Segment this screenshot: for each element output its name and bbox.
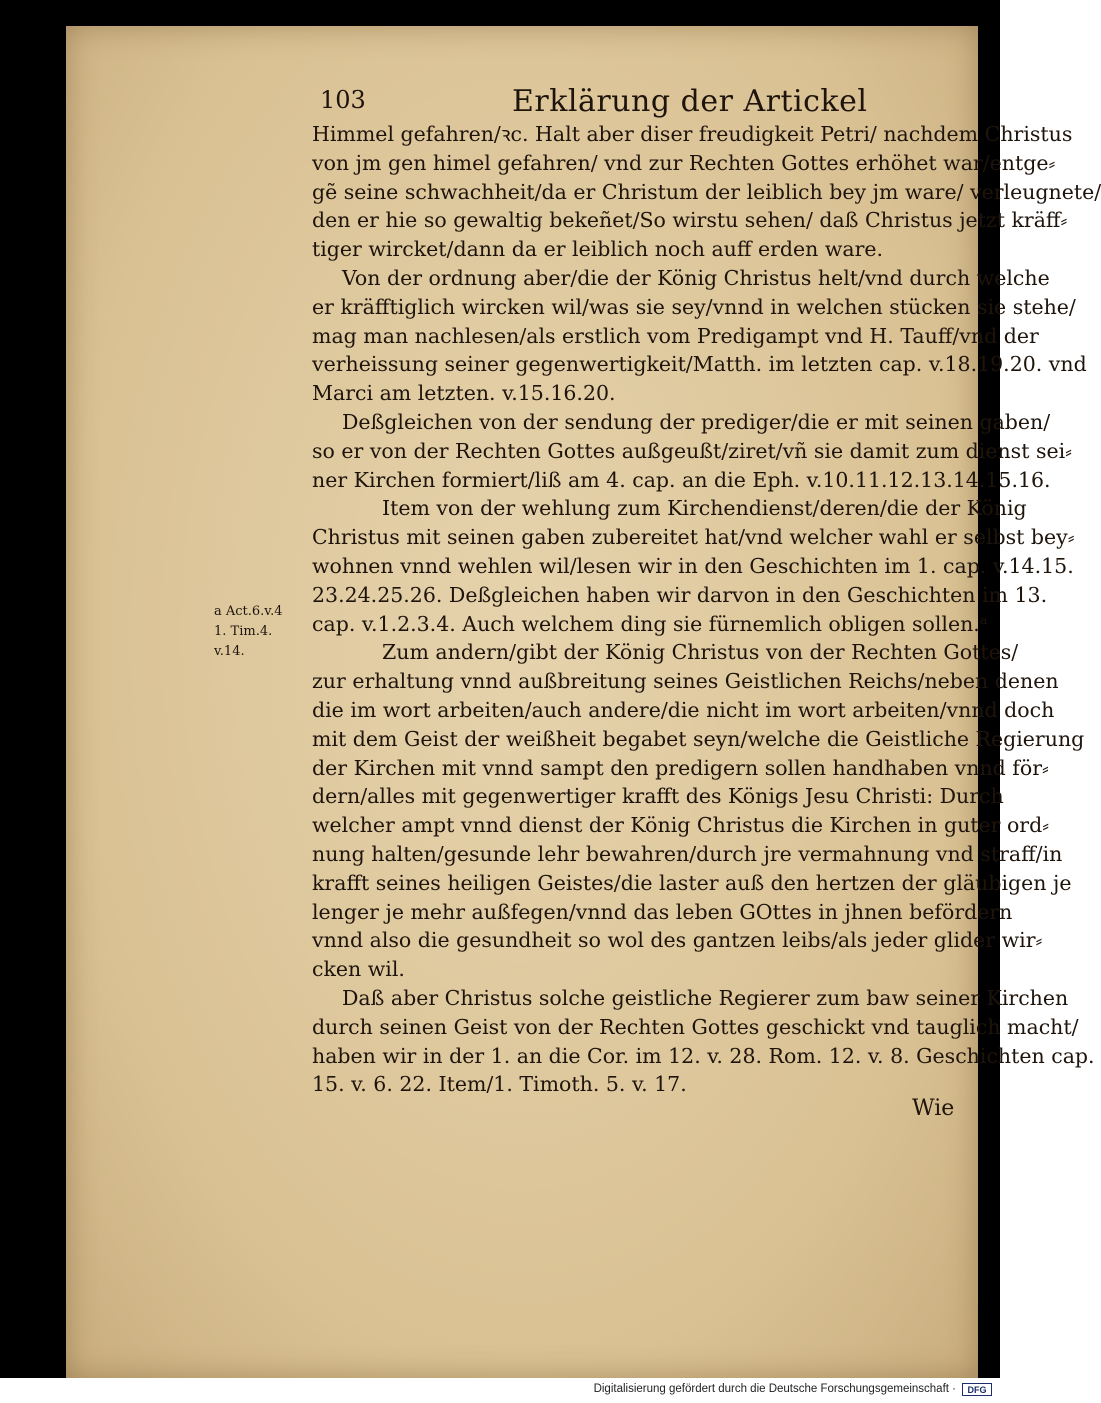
- text-line: Marci am letzten. v.15.16.20.: [312, 381, 616, 406]
- text-line: ner Kirchen formiert/liß am 4. cap. an die Eph. v.10.11.12.13.14.15.16.: [312, 467, 1051, 492]
- running-title: Erklärung der Artickel: [512, 84, 868, 119]
- dfg-logo: DFG: [962, 1383, 992, 1396]
- text-line: vnnd also die gesundheit so wol des gantzen leibs/als jeder glider wir⸗: [312, 928, 1043, 953]
- text-line: Zum andern/gibt der König Christus von der Rechten Gottes/: [382, 640, 1019, 665]
- text-line: gẽ seine schwachheit/da er Christum der leiblich bey jm ware/ verleugnete/: [312, 179, 1101, 204]
- text-line: er kräfftiglich wircken wil/was sie sey/vnnd in welchen stücken sie stehe/: [312, 294, 1076, 319]
- text-line: zur erhaltung vnnd außbreitung seines Geistlichen Reichs/neben denen: [312, 669, 1059, 694]
- body-text: [312, 120, 1101, 1099]
- text-line: von jm gen himel gefahren/ vnd zur Rechten Gottes erhöhet war/entge⸗: [312, 150, 1056, 175]
- text-line: die im wort arbeiten/auch andere/die nicht im wort arbeiten/vnnd doch: [312, 697, 1055, 722]
- text-line: Item von der wehlung zum Kirchendienst/deren/die der König: [382, 496, 1027, 521]
- text-line: cap. v.1.2.3.4. Auch welchem ding sie fürnemlich obligen sollen.ᵃ: [312, 611, 988, 636]
- text-line: den er hie so gewaltig bekeñet/So wirstu sehen/ daß Christus jetzt kräff⸗: [312, 208, 1068, 233]
- catchword: Wie: [912, 1096, 955, 1121]
- margin-note: [214, 602, 314, 662]
- text-line: krafft seines heiligen Geistes/die laster auß den hertzen der gläubigen je: [312, 870, 1072, 895]
- margin-note-line: 1. Tim.4.: [214, 624, 273, 639]
- text-line: Himmel gefahren/ꝛc. Halt aber diser freudigkeit Petri/ nachdem Christus: [312, 122, 1073, 146]
- text-line: wohnen vnnd wehlen wil/lesen wir in den Geschichten im 1. cap. v.14.15.: [312, 553, 1074, 578]
- text-line: mag man nachlesen/als erstlich vom Predigampt vnd H. Tauff/vnd der: [312, 323, 1039, 348]
- text-line: so er von der Rechten Gottes außgeußt/ziret/vñ sie damit zum dienst sei⸗: [312, 438, 1072, 463]
- footer-credit: Digitalisierung gefördert durch die Deutsche Forschungsgemeinschaft ·: [593, 1383, 956, 1395]
- text-line: lenger je mehr außfegen/vnnd das leben GOttes in jhnen befördern: [312, 899, 1013, 924]
- text-line: verheissung seiner gegenwertigkeit/Matth. im letzten cap. v.18.19.20. vnd: [312, 352, 1087, 377]
- text-line: der Kirchen mit vnnd sampt den predigern sollen handhaben vnnd för⸗: [312, 755, 1049, 780]
- text-line: Deßgleichen von der sendung der prediger/die er mit seinen gaben/: [342, 409, 1051, 434]
- text-line: 23.24.25.26. Deßgleichen haben wir darvon in den Geschichten im 13.: [312, 582, 1048, 607]
- margin-note-line: v.14.: [214, 644, 245, 659]
- text-line: welcher ampt vnnd dienst der König Christus die Kirchen in guter ord⸗: [312, 813, 1050, 838]
- text-line: durch seinen Geist von der Rechten Gottes geschickt vnd tauglich macht/: [312, 1014, 1079, 1039]
- text-line: Christus mit seinen gaben zubereitet hat/vnd welcher wahl er selbst bey⸗: [312, 525, 1075, 550]
- text-line: dern/alles mit gegenwertiger krafft des Königs Jesu Christi: Durch: [312, 784, 1004, 809]
- text-line: cken wil.: [312, 957, 405, 982]
- text-line: Daß aber Christus solche geistliche Regierer zum baw seiner Kirchen: [342, 985, 1069, 1010]
- text-line: mit dem Geist der weißheit begabet seyn/welche die Geistliche Regierung: [312, 726, 1085, 751]
- text-line: nung halten/gesunde lehr bewahren/durch jre vermahnung vnd straff/in: [312, 841, 1063, 866]
- text-line: haben wir in der 1. an die Cor. im 12. v. 28. Rom. 12. v. 8. Geschichten cap.: [312, 1043, 1095, 1068]
- text-line: Von der ordnung aber/die der König Christus helt/vnd durch welche: [342, 265, 1050, 290]
- footer-bar: [0, 1378, 1000, 1403]
- page-number: 103: [320, 86, 366, 114]
- text-line: 15. v. 6. 22. Item/1. Timoth. 5. v. 17.: [312, 1072, 687, 1097]
- margin-note-line: a Act.6.v.4: [214, 604, 283, 619]
- text-line: tiger wircket/dann da er leiblich noch auff erden ware.: [312, 237, 884, 262]
